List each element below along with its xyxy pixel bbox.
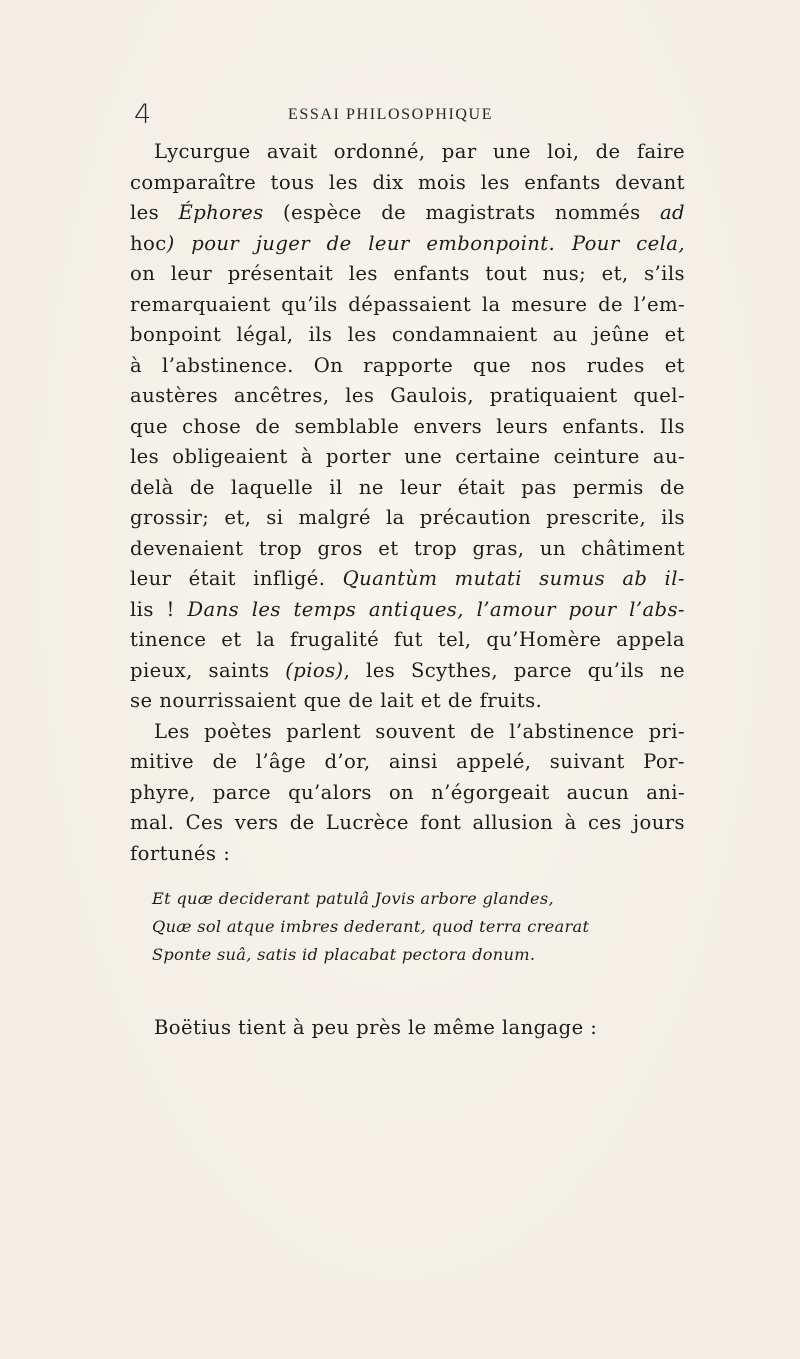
paragraph-1 [130,137,685,717]
word: châtiment [581,536,685,560]
word: de [348,689,374,712]
word: grossir; [130,506,210,529]
word: malgré [298,506,371,529]
word: Les [154,719,190,743]
word: leurs [496,414,549,438]
word: antiques, [368,597,464,621]
word: tinence [130,628,207,651]
word: les [347,323,377,346]
word: leur [130,567,172,590]
word: Scythes, [410,658,499,682]
word: on [130,262,156,285]
word: une [404,445,443,468]
word: temps [293,597,357,621]
text-line [130,412,685,443]
word: font [420,811,462,834]
word: ani- [646,780,685,804]
word: jeûne [592,323,650,346]
closing-line: Boëtius tient à peu près le même langage : [154,1016,598,1039]
word: l’âge [255,750,307,773]
word: leur [368,231,410,255]
word: appelé, [456,750,532,773]
word: une [492,140,531,163]
word: présentait [227,262,334,285]
word: un [539,536,566,560]
word: Lycurgue [154,140,251,163]
verse-line: Et quæ deciderant patulâ Jovis arbore glandes, [152,889,554,908]
word: la [481,292,501,316]
word: ne [659,658,685,682]
word: fruits. [479,689,543,712]
word: que [473,353,512,377]
word: de [447,689,473,712]
word: n’égorgeait [431,780,550,804]
word: était [188,567,236,590]
word: dépassaient [348,292,472,316]
text-line [130,290,685,321]
word: ainsi [388,750,438,773]
word: nourrissaient [159,689,297,712]
word: ne [358,475,384,499]
word: condamnaient [391,323,538,346]
word: tous [270,170,315,194]
word: bonpoint [130,323,222,346]
word: on [388,780,415,804]
word: Lucrèce [325,811,409,834]
word: et [420,689,442,712]
word: se [130,689,153,712]
word: ceinture [553,445,640,468]
word: enfants. [562,414,646,438]
word: mal. [130,811,175,834]
word: Éphores [178,201,264,224]
word: austères [130,384,219,407]
word: chose [182,414,242,438]
word: vers [234,811,279,834]
body-text [130,137,685,869]
text-line [130,595,685,626]
word: qu’ils [281,292,338,316]
text-line [130,229,685,260]
word: si [266,506,284,529]
text-line [130,778,685,809]
text-line [130,503,685,534]
word: souvent [375,719,456,743]
word: les [328,170,359,194]
word: magistrats [425,201,536,224]
word: permis [572,475,644,499]
word: : [223,841,231,865]
word: enfants [393,262,470,285]
word: mesure [511,292,588,316]
text-line [130,320,685,351]
word: gras, [472,536,525,560]
verse-line: Quæ sol atque imbres dederant, quod terra crearat [152,917,590,936]
text-line [130,473,685,504]
word: de [469,719,495,743]
word: ordonné, [333,140,426,163]
word: nus; [542,262,587,285]
word: que [130,414,168,438]
word: qu’alors [288,780,372,804]
verse-line: Sponte suâ, satis id placabat pectora donum. [152,945,536,964]
latin-verse [152,885,692,969]
word: l’abstinence [509,719,635,743]
word: l’em- [633,292,685,316]
page-header [128,100,688,130]
word: et, [224,506,252,529]
word: pour [191,231,240,255]
word: Por- [643,750,685,773]
word: et [221,628,242,651]
word: ad [659,201,685,224]
word: ancêtres, [233,384,330,407]
word: la [256,628,276,651]
word: de [289,811,315,834]
word: aucun [566,780,630,804]
word: pas [521,475,557,499]
word: sumus [539,567,606,590]
word: de [212,750,238,773]
word: appela [616,628,685,651]
word: de [659,475,685,499]
word: tel, [437,628,472,651]
word: parlent [286,719,362,743]
word: gros [317,536,363,560]
text-line [130,137,685,168]
word: qu’Homère [486,628,602,651]
word: pour [568,597,617,621]
text-line [130,168,685,199]
word: nommés [554,201,641,224]
word: ab [622,567,648,590]
text-line [130,381,685,412]
word: de [598,292,624,316]
word: que [303,689,342,712]
word: prescrite, [546,506,647,529]
word: porter [326,445,391,468]
paragraph-2 [130,717,685,870]
text-line [130,351,685,382]
word: à [300,445,313,468]
word: légal, [236,323,294,346]
word: pieux, [130,658,193,682]
word: enfants [524,170,601,194]
word: laquelle [231,475,314,499]
word: lait [380,689,414,712]
word: pri- [648,719,685,743]
word: Gaulois, [390,384,474,407]
word: il [329,475,343,499]
word: au- [652,445,685,468]
word: Quantùm [342,567,438,590]
word: les [345,384,375,407]
word: au [552,323,578,346]
word: pratiquaient [489,384,618,407]
word: delà [130,475,174,499]
word: leur [170,262,213,285]
word: (pios), [285,658,351,682]
word: qu’ils [587,658,645,682]
word: envers [413,414,483,438]
word: précaution [419,506,532,529]
word: l’abstinence. [162,353,294,377]
word: mitive [130,750,195,773]
word: trop [413,536,458,560]
word: cela, [636,231,685,255]
word: et [664,323,685,346]
word: rapporte [363,353,454,377]
word: de [381,201,407,224]
word: mois [417,170,467,194]
word: ils [308,323,333,346]
word: ! [166,597,175,621]
word: jours [633,811,685,834]
word: la [385,506,405,529]
word: fut [394,628,423,651]
text-line [130,534,685,565]
word: ces [587,811,622,834]
text-line [130,686,685,717]
word: d’or, [324,750,371,773]
word: les [251,597,281,621]
word: les [366,658,396,682]
word: Dans [187,597,240,621]
word: poètes [204,719,272,743]
word: à [564,811,577,834]
word: de [326,231,352,255]
word: et [664,353,685,377]
word: les [480,170,510,194]
word: l’abs- [629,597,685,621]
word: et, [601,262,629,285]
word: de [595,140,621,163]
running-title: ESSAI PHILOSOPHIQUE [288,106,494,123]
text-line [130,839,685,870]
word: s’ils [644,262,685,285]
word: quel- [633,384,685,407]
word: On [313,353,344,377]
word: Ces [185,811,224,834]
word: avait [266,140,318,163]
word: comparaître [130,170,257,194]
text-line [130,259,685,290]
word: allusion [472,811,554,834]
word: ils [661,506,685,529]
word: remarquaient [130,292,271,316]
word: rudes [586,353,645,377]
word: il- [664,567,685,590]
word: à [130,353,143,377]
word: Ils [659,414,685,438]
word: était [457,475,506,499]
word: juger [255,231,311,255]
word: par [441,140,477,163]
word: phyre, [130,780,196,804]
text-line [130,747,685,778]
word: Pour [571,231,620,255]
text-line [130,564,685,595]
word: lis [130,597,154,621]
text-line [130,808,685,839]
word: les [130,201,160,224]
word: suivant [549,750,625,773]
text-line [130,442,685,473]
word: (espèce [283,201,362,224]
word: les [348,262,378,285]
word: parce [513,658,572,682]
word: fortunés [130,841,217,865]
word: et [378,536,399,560]
word: faire [636,140,685,163]
page-number: 4 [134,99,152,130]
text-line [130,656,685,687]
word: devenaient [130,536,244,560]
word: certaine [455,445,541,468]
word: loi, [547,140,580,163]
word: trop [258,536,303,560]
word: parce [212,780,272,804]
word: obligeaient [172,445,288,468]
word: de [255,414,281,438]
text-line [130,625,685,656]
word: hoc) [130,231,175,255]
word: embonpoint. [426,231,556,255]
word: l’amour [476,597,556,621]
word: dix [372,170,404,194]
word: devant [615,170,685,194]
word: les [130,445,160,468]
word: saints [208,658,270,682]
word: semblable [294,414,400,438]
text-line [130,717,685,748]
word: mutati [454,567,522,590]
word: tout [485,262,528,285]
word: frugalité [290,628,380,651]
text-line [130,198,685,229]
word: infligé. [253,567,326,590]
word: leur [400,475,442,499]
word: nos [530,353,567,377]
word: de [189,475,215,499]
